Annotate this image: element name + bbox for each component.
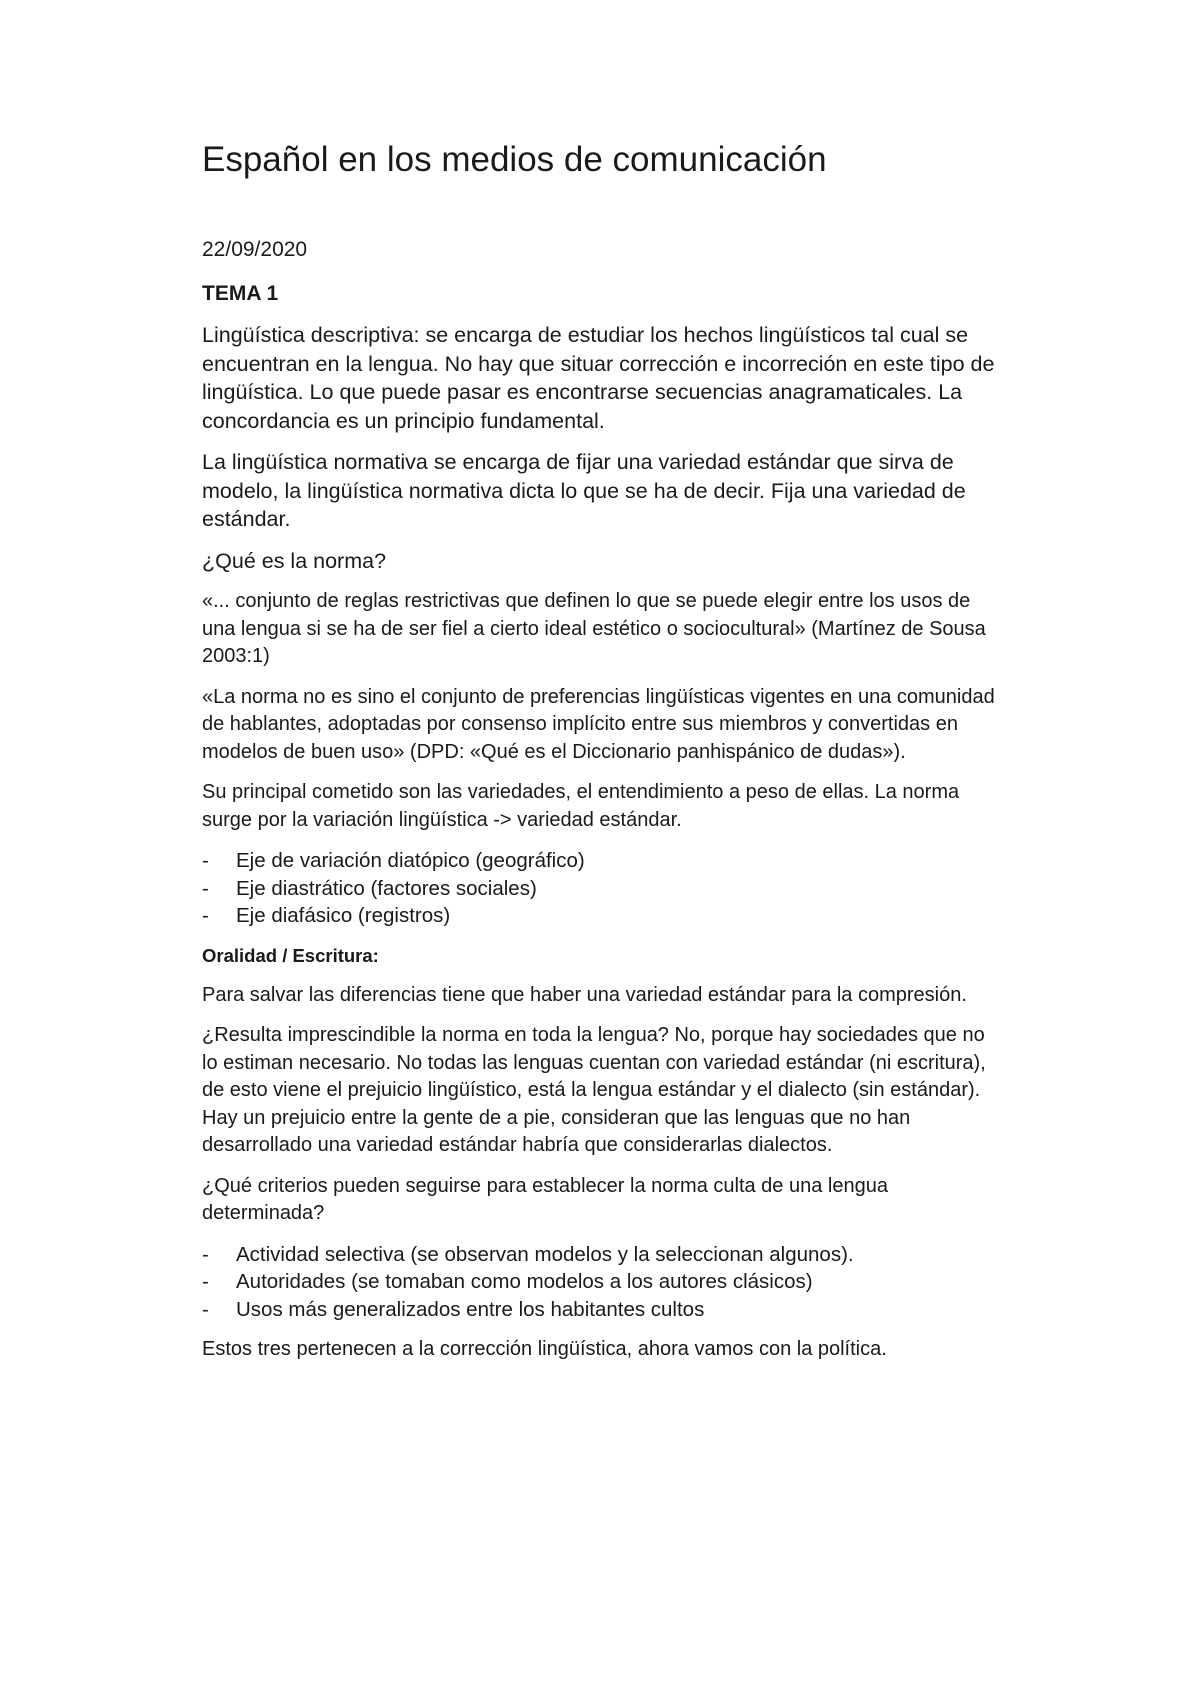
paragraph-salvar: Para salvar las diferencias tiene que haber una variedad estándar para la compresión. xyxy=(202,983,967,1006)
list-item-text: Autoridades (se tomaban como modelos a los autores clásicos) xyxy=(236,1270,813,1293)
document-date: 22/09/2020 xyxy=(202,238,308,261)
document-title: Español en los medios de comunicación xyxy=(202,140,827,179)
quote-martinez: «... conjunto de reglas restrictivas que definen lo que se puede elegir entre los usos de una lengua si se ha de ser fiel a cierto ideal estético o sociocultural» (Martínez de Sousa 2003:1) xyxy=(202,590,986,667)
document-page xyxy=(202,138,1002,1364)
dash-bullet: - xyxy=(202,1242,209,1266)
list-item-text: Actividad selectiva (se observan modelos y la seleccionan algunos). xyxy=(236,1242,854,1266)
dash-bullet: - xyxy=(202,904,209,927)
list-item-text: Eje de variación diatópico (geográfico) xyxy=(236,849,585,872)
paragraph-cometido: Su principal cometido son las variedades, el entendimiento a peso de ellas. La norma surge por la variación lingüística -> variedad estándar. xyxy=(202,781,960,831)
list-ejes xyxy=(202,847,1002,930)
paragraph-normativa: La lingüística normativa se encarga de fijar una variedad estándar que sirva de modelo, la lingüística normativa dicta lo que se ha de decir. Fija una variedad de estándar. xyxy=(202,450,966,531)
list-item xyxy=(202,1296,1002,1324)
quote-dpd: «La norma no es sino el conjunto de preferencias lingüísticas vigentes en una comunidad de hablantes, adoptadas por consenso implícito entre sus miembros y convertidas en modelos de buen uso» (DPD: «Qué es el Diccionario panhispánico de dudas»). xyxy=(202,685,995,763)
list-item xyxy=(202,1241,1002,1269)
dash-bullet: - xyxy=(202,1297,209,1321)
section-heading: TEMA 1 xyxy=(202,282,279,305)
oralidad-heading: Oralidad / Escritura: xyxy=(202,944,379,966)
dash-bullet: - xyxy=(202,849,209,872)
list-item xyxy=(202,847,1002,875)
list-item xyxy=(202,1268,1002,1296)
paragraph-descriptiva: Lingüística descriptiva: se encarga de estudiar los hechos lingüísticos tal cual se encuentran en la lengua. No hay que situar corrección e incorreción en este tipo de lingüística. Lo que puede pasar es encontrarse secuencias anagramaticales. La concordancia es un principio fundamental. xyxy=(202,323,995,433)
paragraph-criterios: ¿Qué criterios pueden seguirse para establecer la norma culta de una lengua determinada? xyxy=(202,1174,888,1224)
list-item-text: Eje diastrático (factores sociales) xyxy=(236,876,537,900)
list-item xyxy=(202,875,1002,903)
paragraph-estos-tres: Estos tres pertenecen a la corrección lingüística, ahora vamos con la política. xyxy=(202,1338,887,1360)
paragraph-que-es-norma: ¿Qué es la norma? xyxy=(202,548,387,573)
list-criterios xyxy=(202,1241,1002,1324)
list-item-text: Eje diafásico (registros) xyxy=(236,904,451,927)
paragraph-resulta: ¿Resulta imprescindible la norma en toda la lengua? No, porque hay sociedades que no lo estiman necesario. No todas las lenguas cuentan con variedad estándar (ni escritura), de esto viene el prejuicio lingüístico, está la lengua estándar y el dialecto (sin estándar). Hay un prejuicio entre la gente de a pie, consideran que las lenguas que no han desarrollado una variedad estándar habría que considerarlas dialectos. xyxy=(202,1024,986,1156)
dash-bullet: - xyxy=(202,876,209,900)
dash-bullet: - xyxy=(202,1270,209,1293)
list-item-text: Usos más generalizados entre los habitantes cultos xyxy=(236,1297,705,1321)
list-item xyxy=(202,902,1002,930)
